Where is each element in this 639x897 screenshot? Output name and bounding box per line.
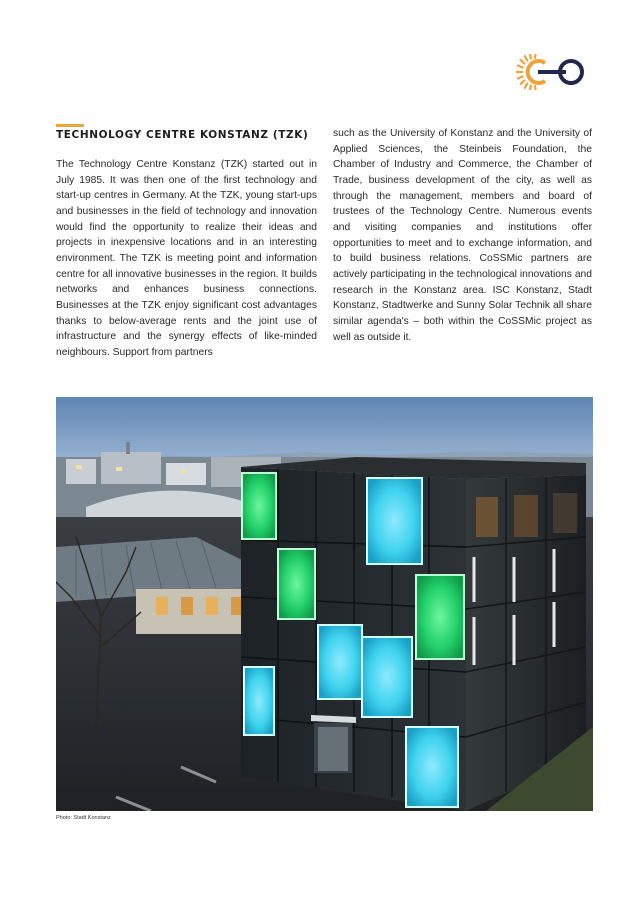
body-text-right-column: such as the University of Konstanz and the University of Applied Sciences, the Steinbeis Foundation, the Chamber of Industry and Commerce, the Chamber of Trade, business development of the city, as well as through the management, members and board of trustees of the Technology Centre. Numerous events and visiting companies and institutions offer opportunities to meet and to exchange information, and to build business relations. CoSSMic partners are actively participating in the technological innovations and research in the Konstanz area. ISC Konstanz, Stadt Konstanz, Stadtwerke and Sunny Solar Technik all share similar agenda's – both within the CoSSMic project as well as outside it. [333,128,592,343]
glow-panel-cyan [367,478,422,564]
glow-panel-cyan [318,625,362,699]
glow-panel-cyan [406,727,458,807]
photo-caption: Photo: Stadt Konstanz [56,815,111,821]
body-text-left-column: The Technology Centre Konstanz (TZK) started out in July 1985. It was then one of the first technology and start-up centres in Germany. At the TZK, young start-ups and businesses in the field of technology and innovation would find the opportunity to realize their ideas and projects in inexpensive locations and in an interesting environment. The TZK is meeting point and information centre for all innovative businesses in the region. It builds networks and enhances business connections. Businesses at the TZK enjoy significant cost advantages thanks to below-average rents and the joint use of infrastructure and the synergy effects of like-minded neighbours. Support from partners [56,159,318,358]
tzk-cube-building [241,457,586,811]
glow-panel-green [416,575,464,659]
glow-panel-green [278,549,315,619]
glow-panel-cyan [362,637,412,717]
cossmic-logo [516,54,588,90]
glow-panel-green [242,473,276,539]
heading-accent-bar [56,124,84,127]
section-title: TECHNOLOGY CENTRE KONSTANZ (TZK) [56,129,309,141]
cossmic-logo-icon [516,54,588,90]
glow-panel-cyan [244,667,274,735]
tzk-building-photo [56,397,593,811]
